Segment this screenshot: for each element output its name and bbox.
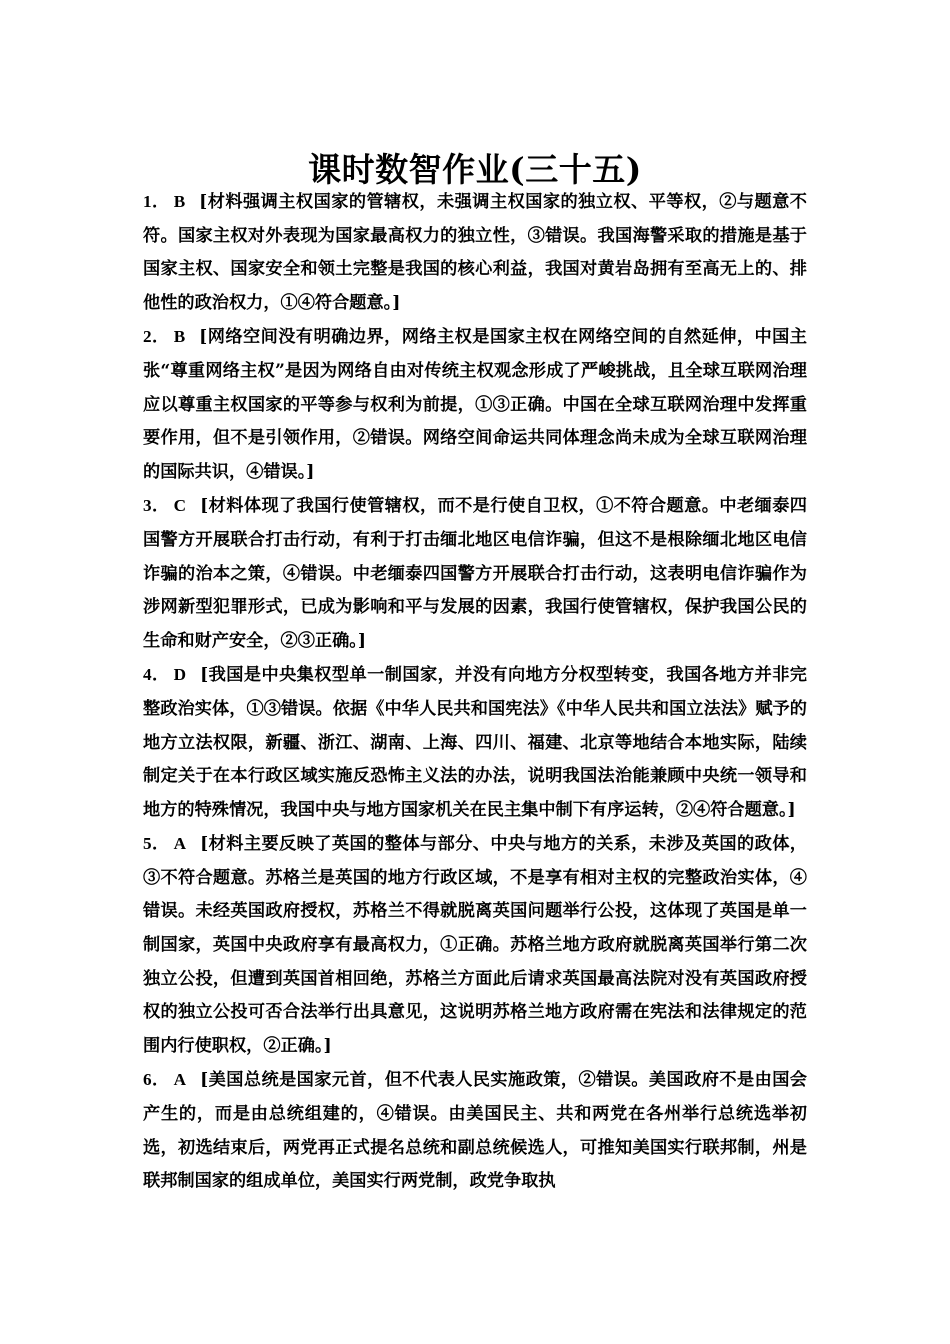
- answer-letter: B: [173, 192, 186, 211]
- answer-number: 2．: [143, 327, 170, 347]
- answer-item-6: [143, 1063, 807, 1198]
- answer-explanation: [材料强调主权国家的管辖权，未强调主权国家的独立权、平等权，②与题意不符。国家主权对外表现为国家最高权力的独立性，③错误。我国海警采取的措施是基于国家主权、国家安全和领土完整是我国的核心利益，我国对黄岩岛拥有至高无上的、排他性的政治权力，①④符合题意。]: [143, 192, 807, 313]
- answer-explanation: [材料体现了我国行使管辖权，而不是行使自卫权，①不符合题意。中老缅泰四国警方开展联合打击行动，有利于打击缅北地区电信诈骗，但这不是根除缅北地区电信诈骗的治本之策，④错误。中老缅泰四国警方开展联合打击行动，这表明电信诈骗作为涉网新型犯罪形式，已成为影响和平与发展的因素，我国行使管辖权，保护我国公民的生命和财产安全，②③正确。]: [143, 496, 807, 651]
- answer-letter: B: [173, 327, 186, 347]
- answer-item-2: [143, 320, 807, 489]
- answer-list: [143, 185, 807, 1199]
- answer-item-5: [143, 827, 807, 1063]
- answer-letter: A: [173, 834, 187, 854]
- answer-explanation: [美国总统是国家元首，但不代表人民实施政策，②错误。美国政府不是由国会产生的，而是由总统组建的，④错误。由美国民主、共和两党在各州举行总统选举初选，初选结束后，两党再正式提名总统和副总统候选人，可推知美国实行联邦制，州是联邦制国家的组成单位，美国实行两党制，政党争取执: [143, 1070, 807, 1192]
- answer-letter: C: [173, 496, 187, 516]
- answer-number: 3．: [143, 496, 170, 516]
- answer-number: 1．: [143, 192, 170, 211]
- answer-explanation: [我国是中央集权型单一制国家，并没有向地方分权型转变，我国各地方并非完整政治实体，①③错误。依据《中华人民共和国宪法》《中华人民共和国立法法》赋予的地方立法权限，新疆、浙江、湖南、上海、四川、福建、北京等地结合本地实际，陆续制定关于在本行政区域实施反恐怖主义法的办法，说明我国法治能兼顾中央统一领导和地方的特殊情况，我国中央与地方国家机关在民主集中制下有序运转，②④符合题意。]: [143, 665, 807, 820]
- answer-item-4: [143, 658, 807, 827]
- answer-item-1: [143, 185, 807, 320]
- answer-number: 5．: [143, 834, 170, 854]
- answer-explanation: [材料主要反映了英国的整体与部分、中央与地方的关系，未涉及英国的政体，③不符合题意。苏格兰是英国的地方行政区域，不是享有相对主权的完整政治实体，④错误。未经英国政府授权，苏格兰不得就脱离英国问题举行公投，这体现了英国是单一制国家，英国中央政府享有最高权力，①正确。苏格兰地方政府就脱离英国举行第二次独立公投，但遭到英国首相回绝，苏格兰方面此后请求英国最高法院对没有英国政府授权的独立公投可否合法举行出具意见，这说明苏格兰地方政府需在宪法和法律规定的范围内行使职权，②正确。]: [143, 834, 807, 1056]
- answer-item-3: [143, 489, 807, 658]
- answer-number: 4．: [143, 665, 170, 685]
- answer-number: 6．: [143, 1070, 170, 1090]
- page-title: 课时数智作业(三十五): [308, 150, 642, 190]
- answer-letter: D: [173, 665, 187, 685]
- answer-explanation: [网络空间没有明确边界，网络主权是国家主权在网络空间的自然延伸，中国主张“尊重网络主权”是因为网络自由对传统主权观念形成了严峻挑战，且全球互联网治理应以尊重主权国家的平等参与权利为前提，①③正确。中国在全球互联网治理中发挥重要作用，但不是引领作用，②错误。网络空间命运共同体理念尚未成为全球互联网治理的国际共识，④错误。]: [143, 327, 807, 482]
- answer-letter: A: [173, 1070, 187, 1090]
